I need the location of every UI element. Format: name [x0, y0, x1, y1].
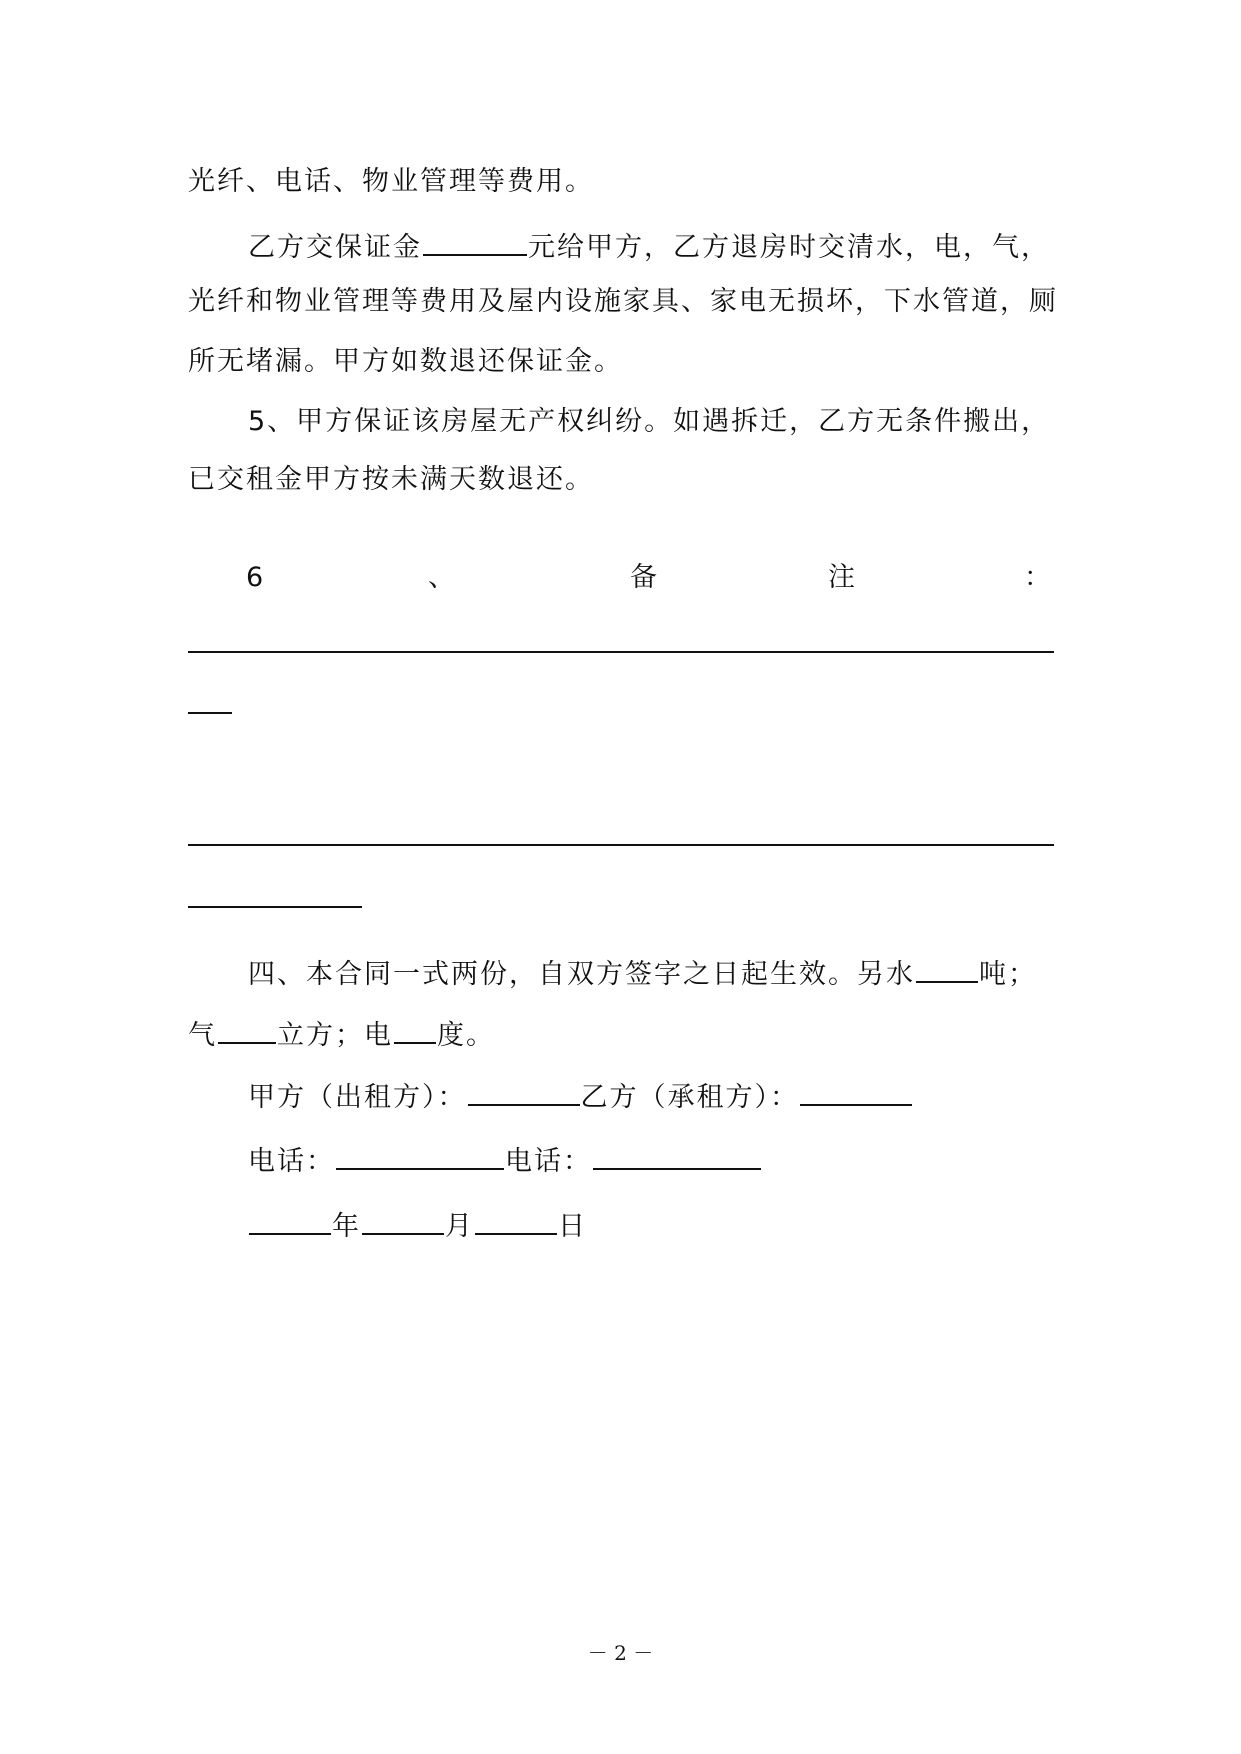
party-b-signature-blank — [800, 1076, 912, 1106]
clause-4-line-1 — [248, 953, 1037, 993]
date-line — [248, 1205, 587, 1245]
page-number: － 2 － — [587, 1641, 654, 1665]
degree-unit: 度。 — [437, 1020, 495, 1051]
party-b-phone-blank — [593, 1140, 761, 1170]
clause-6-remark-char-1: 备 — [630, 562, 657, 593]
clause-4-line-2 — [188, 1014, 495, 1054]
month-label: 月 — [445, 1211, 474, 1242]
deposit-amount-blank — [423, 226, 527, 256]
gas-volume-blank — [218, 1014, 276, 1044]
remarks-blank-line-1-continuation — [188, 712, 232, 714]
day-label: 日 — [558, 1211, 587, 1242]
remarks-blank-line-2-continuation — [188, 906, 362, 908]
phone-line — [248, 1140, 762, 1180]
electric-units-blank — [394, 1014, 436, 1044]
deposit-paragraph-line-1 — [248, 226, 1050, 266]
day-blank — [475, 1205, 557, 1235]
fee-line-end: 光纤、电话、物业管理等费用。 — [188, 166, 594, 197]
water-tons-blank — [916, 953, 978, 983]
remarks-blank-line-2 — [188, 844, 1054, 846]
clause-4-text-b: 吨； — [979, 959, 1037, 990]
gas-label: 气 — [188, 1020, 217, 1051]
clause-6-separator: 、 — [428, 562, 455, 593]
month-blank — [362, 1205, 444, 1235]
remarks-blank-line-1 — [188, 651, 1054, 653]
party-a-signature-blank — [468, 1076, 580, 1106]
party-a-phone-blank — [336, 1140, 504, 1170]
clause-6-colon: ： — [1024, 562, 1051, 593]
party-a-label: 甲方（出租方）： — [248, 1082, 467, 1113]
signature-parties-line — [248, 1076, 913, 1116]
party-b-phone-label: 电话： — [505, 1146, 592, 1177]
deposit-text-b: 元给甲方，乙方退房时交清水，电，气， — [528, 232, 1050, 263]
year-label: 年 — [332, 1211, 361, 1242]
clause-6-number: 6 — [246, 562, 264, 593]
clause-5-line-2: 已交租金甲方按未满天数退还。 — [188, 464, 594, 495]
deposit-text-a: 乙方交保证金 — [248, 232, 422, 263]
clause-6-remark-char-2: 注 — [828, 562, 855, 593]
clause-4-text-a: 四、本合同一式两份，自双方签字之日起生效。另水 — [248, 959, 915, 990]
party-a-phone-label: 电话： — [248, 1146, 335, 1177]
deposit-paragraph-line-3: 所无堵漏。甲方如数退还保证金。 — [188, 346, 623, 377]
clause-5-line-1: 5、甲方保证该房屋无产权纠纷。如遇拆迁，乙方无条件搬出， — [248, 406, 1051, 437]
party-b-label: 乙方（承租方）： — [580, 1082, 799, 1113]
deposit-paragraph-line-2: 光纤和物业管理等费用及屋内设施家具、家电无损坏，下水管道，厕 — [188, 286, 1058, 317]
electric-label: 立方；电 — [277, 1020, 393, 1051]
year-blank — [249, 1205, 331, 1235]
